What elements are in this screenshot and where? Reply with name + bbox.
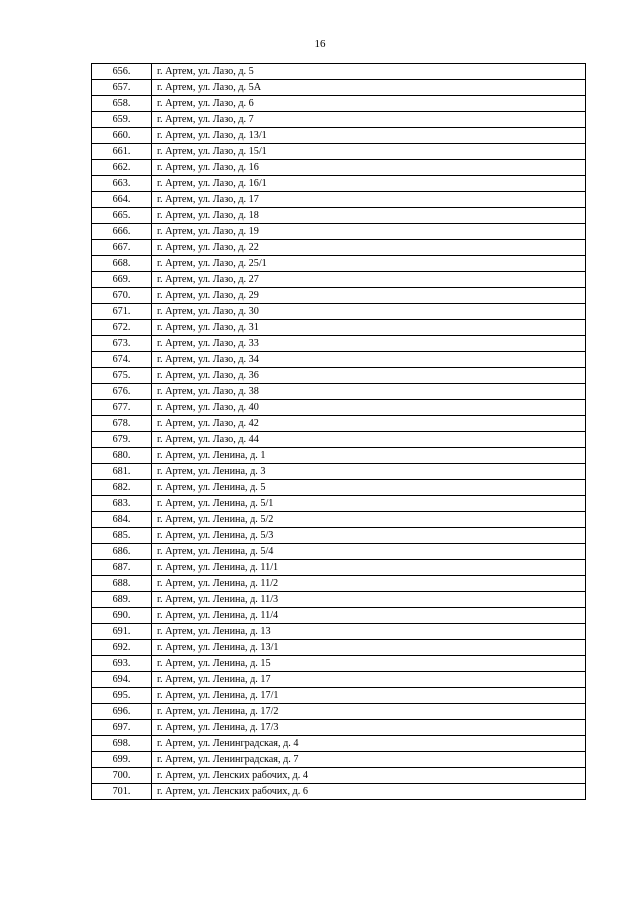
- table-row: [92, 672, 586, 688]
- row-number-cell: 666.: [92, 224, 152, 240]
- address-cell: г. Артем, ул. Лазо, д. 16: [152, 160, 586, 176]
- row-number-cell: 679.: [92, 432, 152, 448]
- row-number-cell: 657.: [92, 80, 152, 96]
- row-number-cell: 699.: [92, 752, 152, 768]
- row-number-cell: 668.: [92, 256, 152, 272]
- table-row: [92, 464, 586, 480]
- address-cell: г. Артем, ул. Ленина, д. 5: [152, 480, 586, 496]
- address-cell: г. Артем, ул. Лазо, д. 16/1: [152, 176, 586, 192]
- row-number-cell: 693.: [92, 656, 152, 672]
- table-row: [92, 320, 586, 336]
- address-cell: г. Артем, ул. Ленина, д. 5/2: [152, 512, 586, 528]
- row-number-cell: 667.: [92, 240, 152, 256]
- row-number-cell: 658.: [92, 96, 152, 112]
- row-number-cell: 696.: [92, 704, 152, 720]
- row-number-cell: 684.: [92, 512, 152, 528]
- address-cell: г. Артем, ул. Ленина, д. 13/1: [152, 640, 586, 656]
- address-cell: г. Артем, ул. Ленина, д. 3: [152, 464, 586, 480]
- address-cell: г. Артем, ул. Лазо, д. 31: [152, 320, 586, 336]
- address-cell: г. Артем, ул. Лазо, д. 18: [152, 208, 586, 224]
- address-cell: г. Артем, ул. Лазо, д. 15/1: [152, 144, 586, 160]
- table-row: [92, 432, 586, 448]
- row-number-cell: 662.: [92, 160, 152, 176]
- address-cell: г. Артем, ул. Лазо, д. 5А: [152, 80, 586, 96]
- table-row: [92, 608, 586, 624]
- address-cell: г. Артем, ул. Ленина, д. 11/2: [152, 576, 586, 592]
- row-number-cell: 673.: [92, 336, 152, 352]
- row-number-cell: 672.: [92, 320, 152, 336]
- table-row: [92, 272, 586, 288]
- address-cell: г. Артем, ул. Ленина, д. 11/1: [152, 560, 586, 576]
- row-number-cell: 689.: [92, 592, 152, 608]
- address-cell: г. Артем, ул. Ленина, д. 17/2: [152, 704, 586, 720]
- address-cell: г. Артем, ул. Ленинградская, д. 7: [152, 752, 586, 768]
- table-row: [92, 480, 586, 496]
- row-number-cell: 680.: [92, 448, 152, 464]
- table-row: [92, 368, 586, 384]
- table-row: [92, 240, 586, 256]
- address-cell: г. Артем, ул. Лазо, д. 19: [152, 224, 586, 240]
- table-row: [92, 176, 586, 192]
- table-row: [92, 336, 586, 352]
- address-cell: г. Артем, ул. Лазо, д. 38: [152, 384, 586, 400]
- row-number-cell: 690.: [92, 608, 152, 624]
- table-row: [92, 560, 586, 576]
- address-cell: г. Артем, ул. Ленина, д. 5/3: [152, 528, 586, 544]
- row-number-cell: 682.: [92, 480, 152, 496]
- table-row: [92, 768, 586, 784]
- table-row: [92, 656, 586, 672]
- row-number-cell: 678.: [92, 416, 152, 432]
- row-number-cell: 692.: [92, 640, 152, 656]
- row-number-cell: 700.: [92, 768, 152, 784]
- row-number-cell: 664.: [92, 192, 152, 208]
- address-cell: г. Артем, ул. Ленина, д. 5/4: [152, 544, 586, 560]
- row-number-cell: 660.: [92, 128, 152, 144]
- table-row: [92, 528, 586, 544]
- table-row: [92, 352, 586, 368]
- table-row: [92, 416, 586, 432]
- row-number-cell: 671.: [92, 304, 152, 320]
- table-row: [92, 624, 586, 640]
- row-number-cell: 661.: [92, 144, 152, 160]
- table-row: [92, 256, 586, 272]
- table-row: [92, 544, 586, 560]
- address-cell: г. Артем, ул. Ленина, д. 17/3: [152, 720, 586, 736]
- row-number-cell: 665.: [92, 208, 152, 224]
- table-row: [92, 688, 586, 704]
- table-row: [92, 576, 586, 592]
- table-row: [92, 448, 586, 464]
- address-cell: г. Артем, ул. Лазо, д. 17: [152, 192, 586, 208]
- row-number-cell: 676.: [92, 384, 152, 400]
- address-cell: г. Артем, ул. Ленина, д. 17: [152, 672, 586, 688]
- table-row: [92, 112, 586, 128]
- row-number-cell: 691.: [92, 624, 152, 640]
- address-cell: г. Артем, ул. Ленинградская, д. 4: [152, 736, 586, 752]
- row-number-cell: 701.: [92, 784, 152, 800]
- address-cell: г. Артем, ул. Лазо, д. 27: [152, 272, 586, 288]
- table-row: [92, 400, 586, 416]
- table-row: [92, 592, 586, 608]
- address-cell: г. Артем, ул. Лазо, д. 29: [152, 288, 586, 304]
- table-row: [92, 384, 586, 400]
- address-cell: г. Артем, ул. Лазо, д. 36: [152, 368, 586, 384]
- address-cell: г. Артем, ул. Ленина, д. 13: [152, 624, 586, 640]
- row-number-cell: 694.: [92, 672, 152, 688]
- row-number-cell: 686.: [92, 544, 152, 560]
- address-cell: г. Артем, ул. Ленина, д. 11/3: [152, 592, 586, 608]
- table-row: [92, 144, 586, 160]
- table-row: [92, 704, 586, 720]
- address-cell: г. Артем, ул. Ленина, д. 1: [152, 448, 586, 464]
- table-row: [92, 512, 586, 528]
- table-row: [92, 80, 586, 96]
- table-row: [92, 96, 586, 112]
- address-cell: г. Артем, ул. Лазо, д. 34: [152, 352, 586, 368]
- address-cell: г. Артем, ул. Лазо, д. 13/1: [152, 128, 586, 144]
- table-row: [92, 288, 586, 304]
- address-cell: г. Артем, ул. Лазо, д. 42: [152, 416, 586, 432]
- row-number-cell: 674.: [92, 352, 152, 368]
- address-cell: г. Артем, ул. Лазо, д. 30: [152, 304, 586, 320]
- row-number-cell: 670.: [92, 288, 152, 304]
- address-cell: г. Артем, ул. Ленских рабочих, д. 6: [152, 784, 586, 800]
- row-number-cell: 681.: [92, 464, 152, 480]
- row-number-cell: 675.: [92, 368, 152, 384]
- row-number-cell: 697.: [92, 720, 152, 736]
- address-cell: г. Артем, ул. Лазо, д. 33: [152, 336, 586, 352]
- address-cell: г. Артем, ул. Лазо, д. 5: [152, 64, 586, 80]
- table-row: [92, 224, 586, 240]
- table-row: [92, 160, 586, 176]
- address-cell: г. Артем, ул. Лазо, д. 40: [152, 400, 586, 416]
- row-number-cell: 683.: [92, 496, 152, 512]
- row-number-cell: 659.: [92, 112, 152, 128]
- address-cell: г. Артем, ул. Ленина, д. 15: [152, 656, 586, 672]
- table-row: [92, 64, 586, 80]
- row-number-cell: 669.: [92, 272, 152, 288]
- address-cell: г. Артем, ул. Ленина, д. 11/4: [152, 608, 586, 624]
- address-cell: г. Артем, ул. Лазо, д. 25/1: [152, 256, 586, 272]
- address-cell: г. Артем, ул. Лазо, д. 7: [152, 112, 586, 128]
- address-cell: г. Артем, ул. Лазо, д. 22: [152, 240, 586, 256]
- address-table: [91, 63, 586, 800]
- table-row: [92, 208, 586, 224]
- page-number: 16: [314, 38, 326, 50]
- row-number-cell: 685.: [92, 528, 152, 544]
- table-row: [92, 304, 586, 320]
- address-table-body: [92, 64, 586, 800]
- address-cell: г. Артем, ул. Лазо, д. 44: [152, 432, 586, 448]
- row-number-cell: 698.: [92, 736, 152, 752]
- table-row: [92, 496, 586, 512]
- table-row: [92, 640, 586, 656]
- address-cell: г. Артем, ул. Ленских рабочих, д. 4: [152, 768, 586, 784]
- row-number-cell: 663.: [92, 176, 152, 192]
- row-number-cell: 677.: [92, 400, 152, 416]
- address-cell: г. Артем, ул. Ленина, д. 5/1: [152, 496, 586, 512]
- row-number-cell: 688.: [92, 576, 152, 592]
- row-number-cell: 656.: [92, 64, 152, 80]
- table-row: [92, 192, 586, 208]
- table-row: [92, 128, 586, 144]
- address-cell: г. Артем, ул. Ленина, д. 17/1: [152, 688, 586, 704]
- table-row: [92, 736, 586, 752]
- row-number-cell: 695.: [92, 688, 152, 704]
- table-row: [92, 720, 586, 736]
- table-row: [92, 784, 586, 800]
- row-number-cell: 687.: [92, 560, 152, 576]
- table-row: [92, 752, 586, 768]
- address-cell: г. Артем, ул. Лазо, д. 6: [152, 96, 586, 112]
